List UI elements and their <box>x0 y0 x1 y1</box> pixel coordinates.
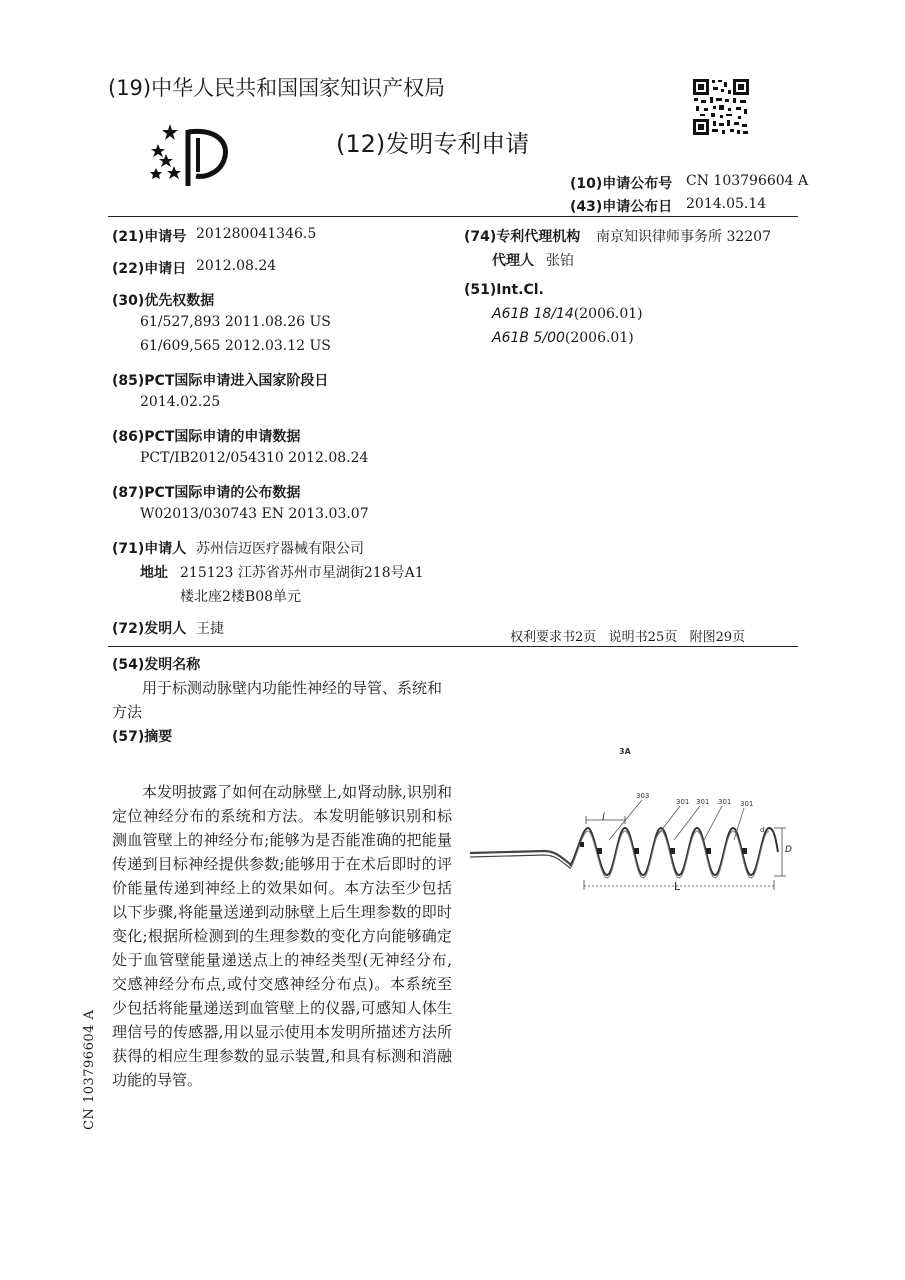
agency: 南京知识律师事务所 32207 <box>596 229 771 245</box>
publication-date: 2014.05.14 <box>686 196 767 212</box>
helix-diameter-label: D <box>785 845 792 855</box>
authority-title: (19)中华人民共和国国家知识产权局 <box>108 76 446 100</box>
figure-label: 3A <box>619 747 631 756</box>
header-rule <box>108 216 798 217</box>
patent-office-logo <box>148 122 238 196</box>
address-line: 215123 江苏省苏州市星湖街218号A1 <box>180 565 424 581</box>
publication-number-label: (10)申请公布号 <box>570 176 673 192</box>
pct-app-label: (86)PCT国际申请的申请数据 <box>112 429 301 445</box>
intcl-label: (51)Int.Cl. <box>464 282 544 298</box>
length-label: L <box>674 880 681 893</box>
figure-3a <box>464 740 804 914</box>
figure-callout: 301 <box>740 800 754 808</box>
inventor-label: (72)发明人 <box>112 621 187 637</box>
page-counts: 权利要求书2页 说明书25页 附图29页 <box>510 630 746 645</box>
figure-callout: 303 <box>636 792 650 800</box>
diameter-label: d <box>760 826 765 834</box>
pitch-label: l <box>602 812 605 823</box>
address-label: 地址 <box>140 565 168 581</box>
priority-label: (30)优先权数据 <box>112 293 215 309</box>
abstract-text: 本发明披露了如何在动脉壁上,如肾动脉,识别和定位神经分布的系统和方法。本发明能够识别和标测血管壁上的神经分布;能够为是否能准确的把能量传递到目标神经提供参数;能够用于在术后即时的评价能量传递到神经上的效果如何。本方法至少包括以下步骤,将能量送递到动脉壁上后生理参数的即时变化;根据所检测到的生理参数的变化方向能够确定处于血管壁能量递送点上的神经类型(无神经分布,交感神经分布点,或付交感神经分布点)。本系统至少包括将能量递送到血管壁上的仪器,可感知人体生理信号的传感器,用以显示使用本发明所描述方法所获得的相应生理参数的显示装置,和具有标测和消融功能的导管。 <box>112 783 452 1089</box>
priority-item: 61/609,565 2012.03.12 US <box>140 338 331 354</box>
side-publication-number: CN 103796604 A <box>82 1009 97 1130</box>
invention-title: 用于标测动脉壁内功能性神经的导管、系统和方法 <box>112 679 443 721</box>
app-no: 201280041346.5 <box>196 226 317 242</box>
address-line: 楼北座2楼B08单元 <box>180 589 302 605</box>
publication-number: CN 103796604 A <box>686 173 809 189</box>
section-rule <box>108 646 798 647</box>
agent-label: 代理人 <box>492 253 534 269</box>
figure-callout: 301 <box>718 798 732 806</box>
pct-pub: W02013/030743 EN 2013.03.07 <box>140 506 369 522</box>
intcl-item <box>492 330 634 346</box>
agent: 张铂 <box>546 253 574 269</box>
filing-date: 2012.08.24 <box>196 258 277 274</box>
app-no-label: (21)申请号 <box>112 229 187 245</box>
pct-pub-label: (87)PCT国际申请的公布数据 <box>112 485 301 501</box>
title-label: (54)发明名称 <box>112 657 201 673</box>
intcl-code: A61B 5/00 <box>492 330 565 346</box>
priority-item: 61/527,893 2011.08.26 US <box>140 314 331 330</box>
intcl-code: A61B 18/14 <box>492 306 574 322</box>
intcl-version: (2006.01) <box>564 330 634 346</box>
figure-callout: 301 <box>696 798 710 806</box>
filing-date-label: (22)申请日 <box>112 261 187 277</box>
qr-code <box>692 78 750 140</box>
intcl-version: (2006.01) <box>573 306 643 322</box>
abstract-label: (57)摘要 <box>112 729 173 745</box>
applicant: 苏州信迈医疗器械有限公司 <box>196 541 364 557</box>
intcl-item <box>492 306 643 322</box>
pct-entry-label: (85)PCT国际申请进入国家阶段日 <box>112 373 329 389</box>
document-type: (12)发明专利申请 <box>336 130 530 158</box>
inventor: 王捷 <box>196 621 224 637</box>
figure-callout: 301 <box>676 798 690 806</box>
pct-app: PCT/IB2012/054310 2012.08.24 <box>140 450 369 466</box>
pct-entry: 2014.02.25 <box>140 394 221 410</box>
applicant-label: (71)申请人 <box>112 541 187 557</box>
publication-date-label: (43)申请公布日 <box>570 199 673 215</box>
agency-label: (74)专利代理机构 <box>464 229 581 245</box>
